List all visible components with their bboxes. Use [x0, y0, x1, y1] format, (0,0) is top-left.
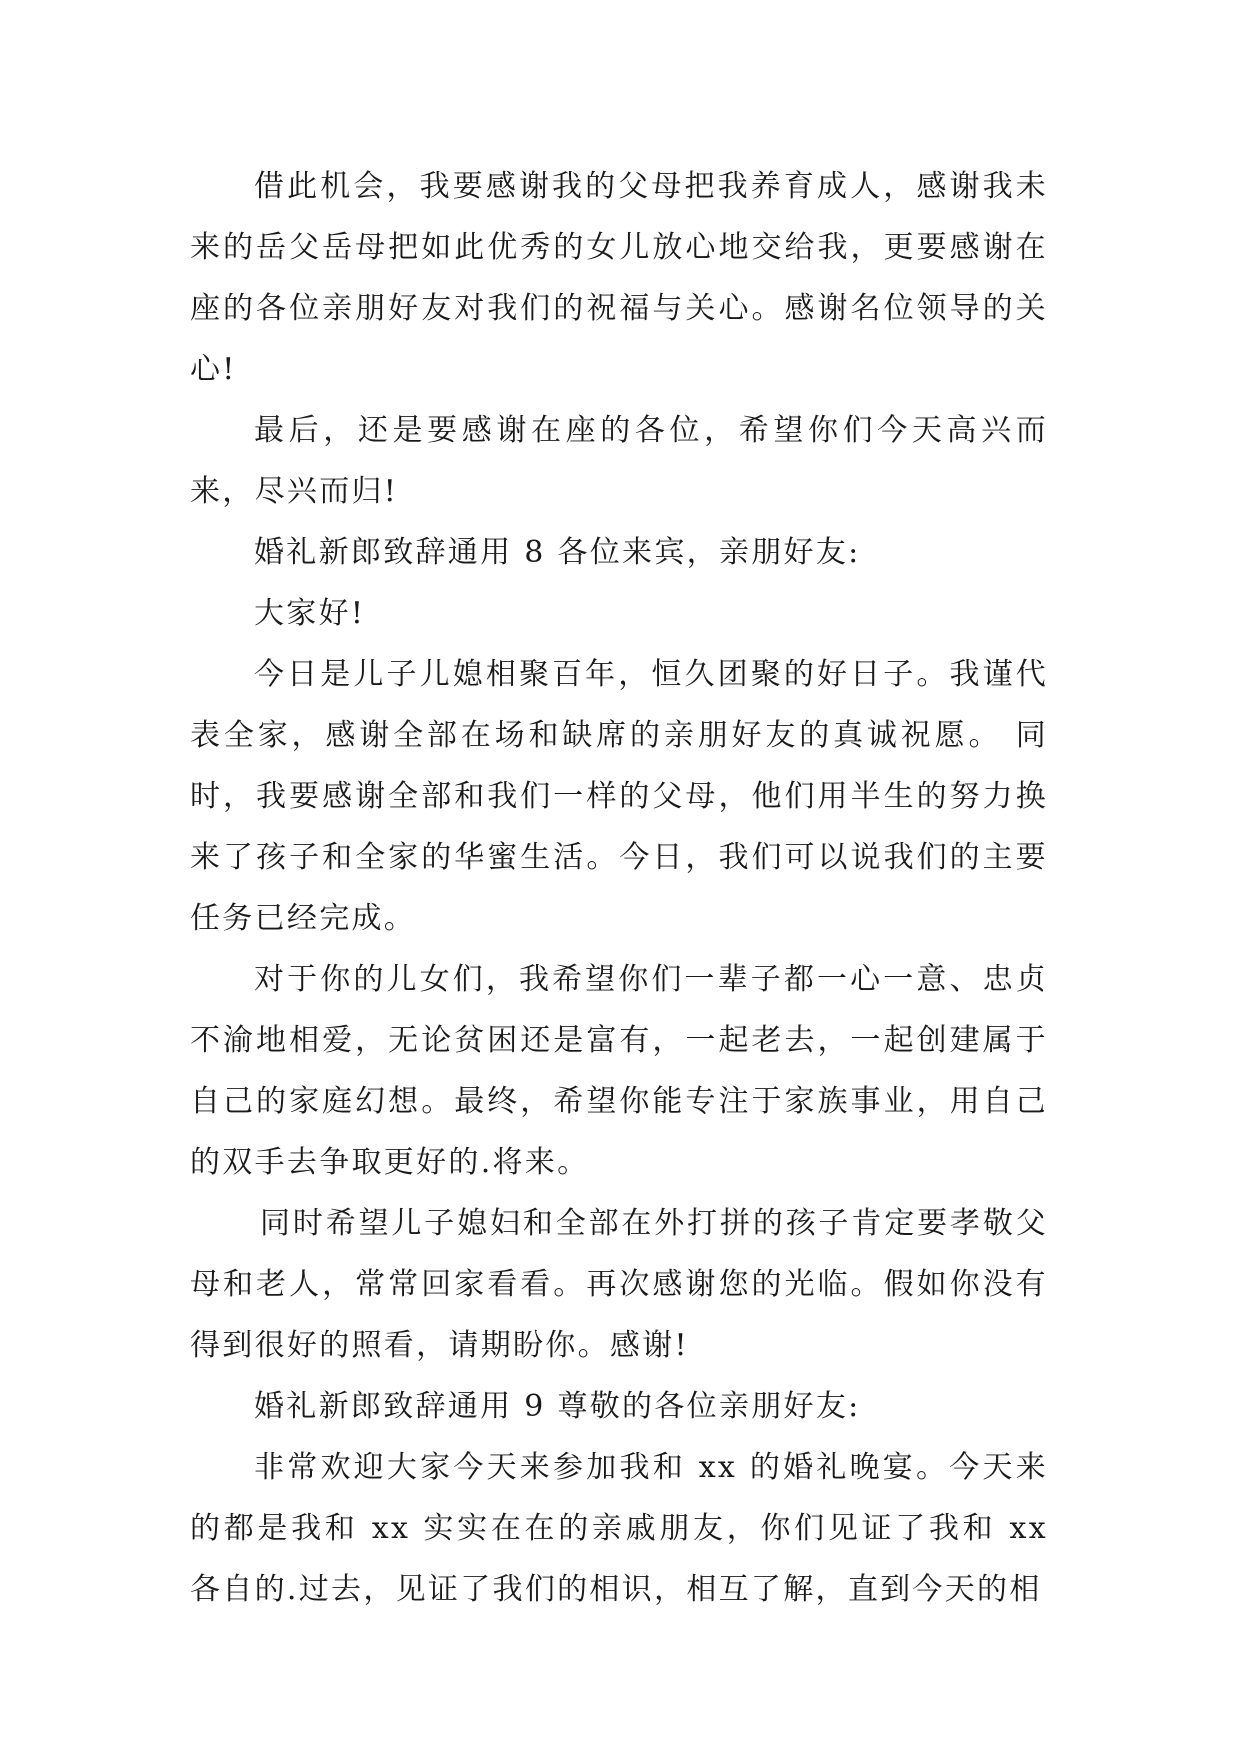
- section-heading-8: 婚礼新郎致辞通用 8 各位来宾，亲朋好友:: [254, 535, 861, 570]
- paragraph-thanks-parents: 借此机会，我要感谢我的父母把我养育成人，感谢我未来的岳父岳母把如此优秀的女儿放心地交给我，更要感谢在座的各位亲朋好友对我们的祝福与关心。感谢名位领导的关心!: [190, 169, 1048, 387]
- paragraph-family-thanks: 今日是儿子儿媳相聚百年，恒久团聚的好日子。我谨代表全家，感谢全部在场和缺席的亲朋好友的真诚祝愿。 同时，我要感谢全部和我们一样的父母，他们用半生的努力换来了孩子和全家的华蜜生活。今日，我们可以说我们的主要任务已经完成。: [190, 657, 1048, 936]
- section-heading-9: 婚礼新郎致辞通用 9 尊敬的各位亲朋好友:: [254, 1389, 861, 1424]
- paragraph-welcome: 非常欢迎大家今天来参加我和 xx 的婚礼晚宴。今天来的都是我和 xx 实实在在的亲戚朋友，你们见证了我和 xx 各自的.过去，见证了我们的相识，相互了解，直到今天的相: [190, 1450, 1048, 1607]
- paragraph-greeting: 大家好!: [254, 596, 366, 631]
- paragraph-closing-thanks: 最后，还是要感谢在座的各位，希望你们今天高兴而来，尽兴而归!: [190, 413, 1048, 509]
- paragraph-filial-piety: 同时希望儿子媳妇和全部在外打拼的孩子肯定要孝敬父母和老人，常常回家看看。再次感谢您的光临。假如你没有得到很好的照看，请期盼你。感谢!: [190, 1206, 1048, 1363]
- paragraph-wishes: 对于你的儿女们，我希望你们一辈子都一心一意、忠贞不渝地相爱，无论贫困还是富有，一起老去，一起创建属于自己的家庭幻想。最终，希望你能专注于家族事业，用自己的双手去争取更好的.将来。: [190, 962, 1048, 1180]
- document-body: [190, 156, 1048, 1620]
